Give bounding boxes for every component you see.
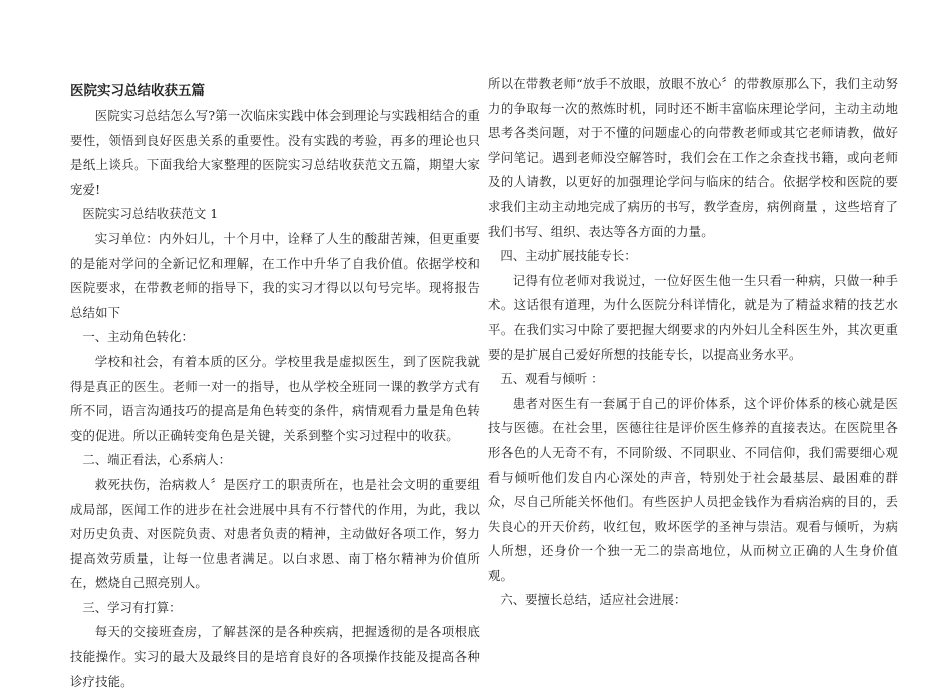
section-1-heading: 一、主动角色转化： — [82, 329, 194, 345]
section-1-paragraph: 学校和社会，有着本质的区分。学校里我是虚拟医生，到了医院我就得是真正的医生。老师一对一的指导，也从学校全班同一课的教学方式有所不同，语言沟通技巧的提高是角色转变的条件，病情观看力量是角色转变的促进。所以正确转变角色是关键，关系到整个实习过程中的收获。 — [70, 353, 480, 443]
internship-unit-paragraph: 实习单位：内外妇儿，十个月中，诠释了人生的酸甜苦辣，但更重要的是能对学问的全新记忆和理解，在工作中升华了自我价值。依据学校和医院要求，在带教老师的指导下，我的实习才得以以句号完毕。现将报告总结如下 — [70, 230, 480, 320]
section-3-continued-paragraph: 所以在带教老师“放手不放眼，放眼不放心〞的带教原那么下，我们主动努力的争取每一次的熬炼时机，同时还不断丰富临床理论学问，主动主动地思考各类问题，对于不懂的问题虚心的向带教老师或其它老师请教，做好学问笔记。遇到老师没空解答时，我们会在工作之余查找书籍，或向老师及的人请教，以更好的加强理论学问与临床的结合。依据学校和医院的要求我们主动主动地完成了病历的书写，教学查房，病例商量 ，这些培育了我们书写、组织、表达等各方面的力量。 — [488, 76, 898, 239]
section-3-heading: 三、学习有打算： — [82, 599, 182, 615]
section-6-heading: 六、要擅长总结，适应社会进展： — [500, 592, 687, 608]
right-column — [488, 72, 898, 613]
section-5-paragraph: 患者对医生有一套属于自己的评价体系，这个评价体系的核心就是医技与医德。在社会里，医德往往是评价医生修养的直接表达。在医院里各形各色的人无奇不有，不同阶级、不同职业、不同信仰，我们需要细心观看与倾听他们发自内心深处的声音，特别处于社会最基层、最困难的群众，尽自己所能关怀他们。有些医护人员把金钱作为看病治病的目的，丢失良心的开天价药，收红包，败坏医学的圣神与崇洁。观看与倾听，为病人所想，还身价一个独一无二的崇高地位，从而树立正确的人生身价值观。 — [488, 395, 898, 583]
section-5-heading: 五、观看与倾听 ： — [500, 371, 604, 387]
section-2-heading: 二、端正看法，心系病人： — [82, 452, 232, 468]
document-title: 医院实习总结收获五篇 — [70, 83, 205, 99]
intro-paragraph: 医院实习总结怎么写?第一次临床实践中体会到理论与实践相结合的重要性，领悟到良好医患关系的重要性。没有实践的考验，再多的理论也只是纸上谈兵。下面我给大家整理的医院实习总结收获范文五篇，期望大家宠爱! — [70, 108, 480, 197]
example-1-heading: 医院实习总结收获范文 1 — [82, 206, 219, 222]
section-4-heading: 四、主动扩展技能专长： — [500, 248, 637, 264]
section-3-paragraph: 每天的交接班查房，了解甚深的是各种疾病，把握透彻的是各项根底技能操作。实习的最大及最终目的是培育良好的各项操作技能及提高各种诊疗技能。 — [70, 624, 480, 689]
left-column — [70, 72, 480, 694]
section-2-paragraph: 救死扶伤，治病救人〞是医疗工的职责所在，也是社会文明的重要组成局部，医闻工作的进步在社会进展中具有不行替代的作用，为此，我以对历史负责、对医院负责、对患者负责的精神，主动做好各项工作，努力提高效劳质量，让每一位患者满足。以白求恩、南丁格尔精神为价值所在，燃烧自己照亮别人。 — [70, 476, 480, 591]
section-4-paragraph: 记得有位老师对我说过，一位好医生他一生只看一种病，只做一种手术。这话很有道理，为什么医院分科详情化，就是为了精益求精的技艺水平。在我们实习中除了要把握大纲要求的内外妇儿全科医生外，其次更重要的是扩展自己爱好所想的技能专长，以提高业务水平。 — [488, 272, 898, 362]
